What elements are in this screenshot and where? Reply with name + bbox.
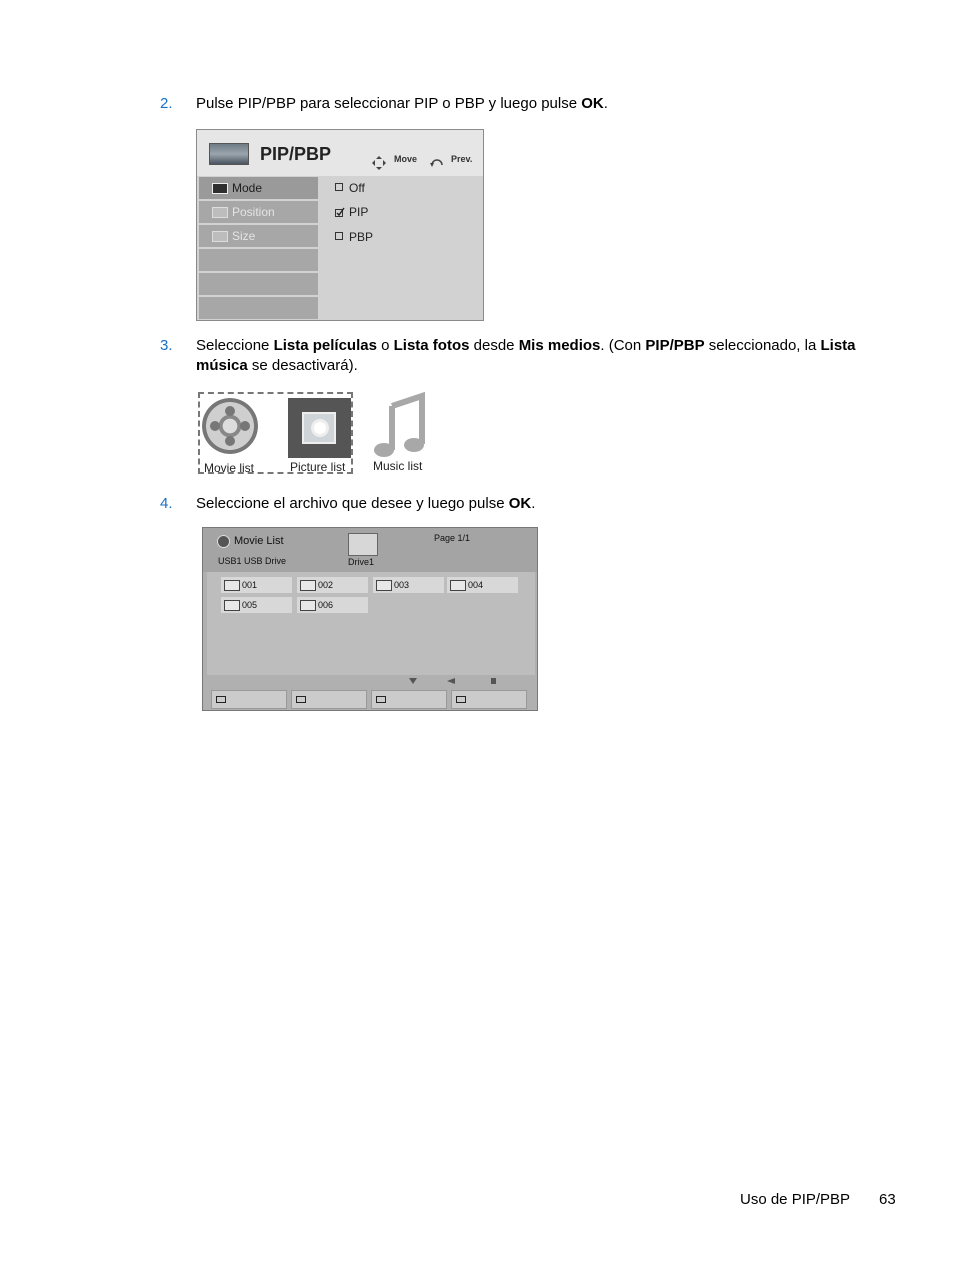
key-hints-bar [203,676,537,688]
footer-button[interactable] [371,690,447,709]
return-icon [430,156,444,168]
button-icon [376,696,386,703]
checkbox-icon [335,232,343,240]
folder-drive-icon[interactable] [348,533,378,556]
menu-list [199,177,318,321]
pip-pbp-menu [196,129,484,321]
move-hint: Move [394,154,418,164]
mode-icon [212,183,228,194]
button-icon [296,696,306,703]
picture-icon[interactable] [288,398,351,458]
menu-item-mode[interactable] [199,177,318,199]
usb-device-label: USB1 USB Drive [218,556,287,566]
folder-icon [224,600,240,611]
play-icon [447,678,455,684]
my-media-icons [198,392,430,478]
folder-icon [376,580,392,591]
page-number: 63 [879,1191,896,1208]
button-icon [216,696,226,703]
move-icon [409,678,417,684]
step-text: Seleccione el archivo que desee y luego pulse OK. [196,495,536,512]
option-pip[interactable]: PIP [335,205,368,219]
prev-hint: Prev. [451,154,473,164]
step-number: 4. [160,495,173,512]
checked-checkbox-icon [335,207,345,217]
disc-icon [217,535,230,548]
drive-label: Drive1 [348,557,375,567]
folder-item[interactable]: 006 [297,597,368,613]
folder-item[interactable]: 005 [221,597,292,613]
movie-list-title: Movie List [234,535,284,547]
menu-item-empty [199,249,318,271]
folder-icon [300,580,316,591]
music-note-icon [370,392,430,462]
folder-icon [224,580,240,591]
footer-button[interactable] [291,690,367,709]
tv-thumbnail-icon [209,143,249,165]
menu-item-position[interactable] [199,201,318,223]
step-text: Seleccione Lista películas o Lista fotos desde Mis medios. (Con PIP/PBP seleccionado, la Lista música se desactivará). [196,337,856,374]
step-number: 3. [160,337,173,354]
menu-header [197,130,483,176]
movie-reel-icon[interactable] [202,398,258,454]
step-text: Pulse PIP/PBP para seleccionar PIP o PBP y luego pulse OK. [196,95,608,112]
menu-item-empty [199,273,318,295]
button-icon [456,696,466,703]
menu-item-size[interactable] [199,225,318,247]
size-icon [212,231,228,242]
movie-list-screen [202,527,538,711]
menu-item-label: Position [232,205,275,219]
picture-list-label: Picture list [290,460,346,474]
folder-icon [300,600,316,611]
option-off[interactable]: Off [335,181,365,195]
movie-list-header [203,528,537,572]
menu-title: PIP/PBP [260,144,332,164]
folder-item[interactable]: 004 [447,577,518,593]
menu-item-empty [199,297,318,319]
option-pbp[interactable]: PBP [335,230,373,244]
folder-grid [207,572,535,675]
menu-item-label: Mode [232,181,263,195]
step-number: 2. [160,95,173,112]
position-icon [212,207,228,218]
menu-item-label: Size [232,229,256,243]
footer-section-title: Uso de PIP/PBP [740,1191,851,1208]
move-arrows-icon [371,155,387,171]
folder-item[interactable]: 002 [297,577,368,593]
folder-item[interactable]: 001 [221,577,292,593]
movie-list-label: Movie list [204,461,255,475]
folder-item[interactable]: 003 [373,577,444,593]
checkbox-icon [335,183,343,191]
footer-button[interactable] [211,690,287,709]
page-indicator: Page 1/1 [434,533,471,543]
page-change-icon [486,678,496,684]
folder-icon [450,580,466,591]
music-list-label: Music list [373,459,423,473]
footer-button[interactable] [451,690,527,709]
